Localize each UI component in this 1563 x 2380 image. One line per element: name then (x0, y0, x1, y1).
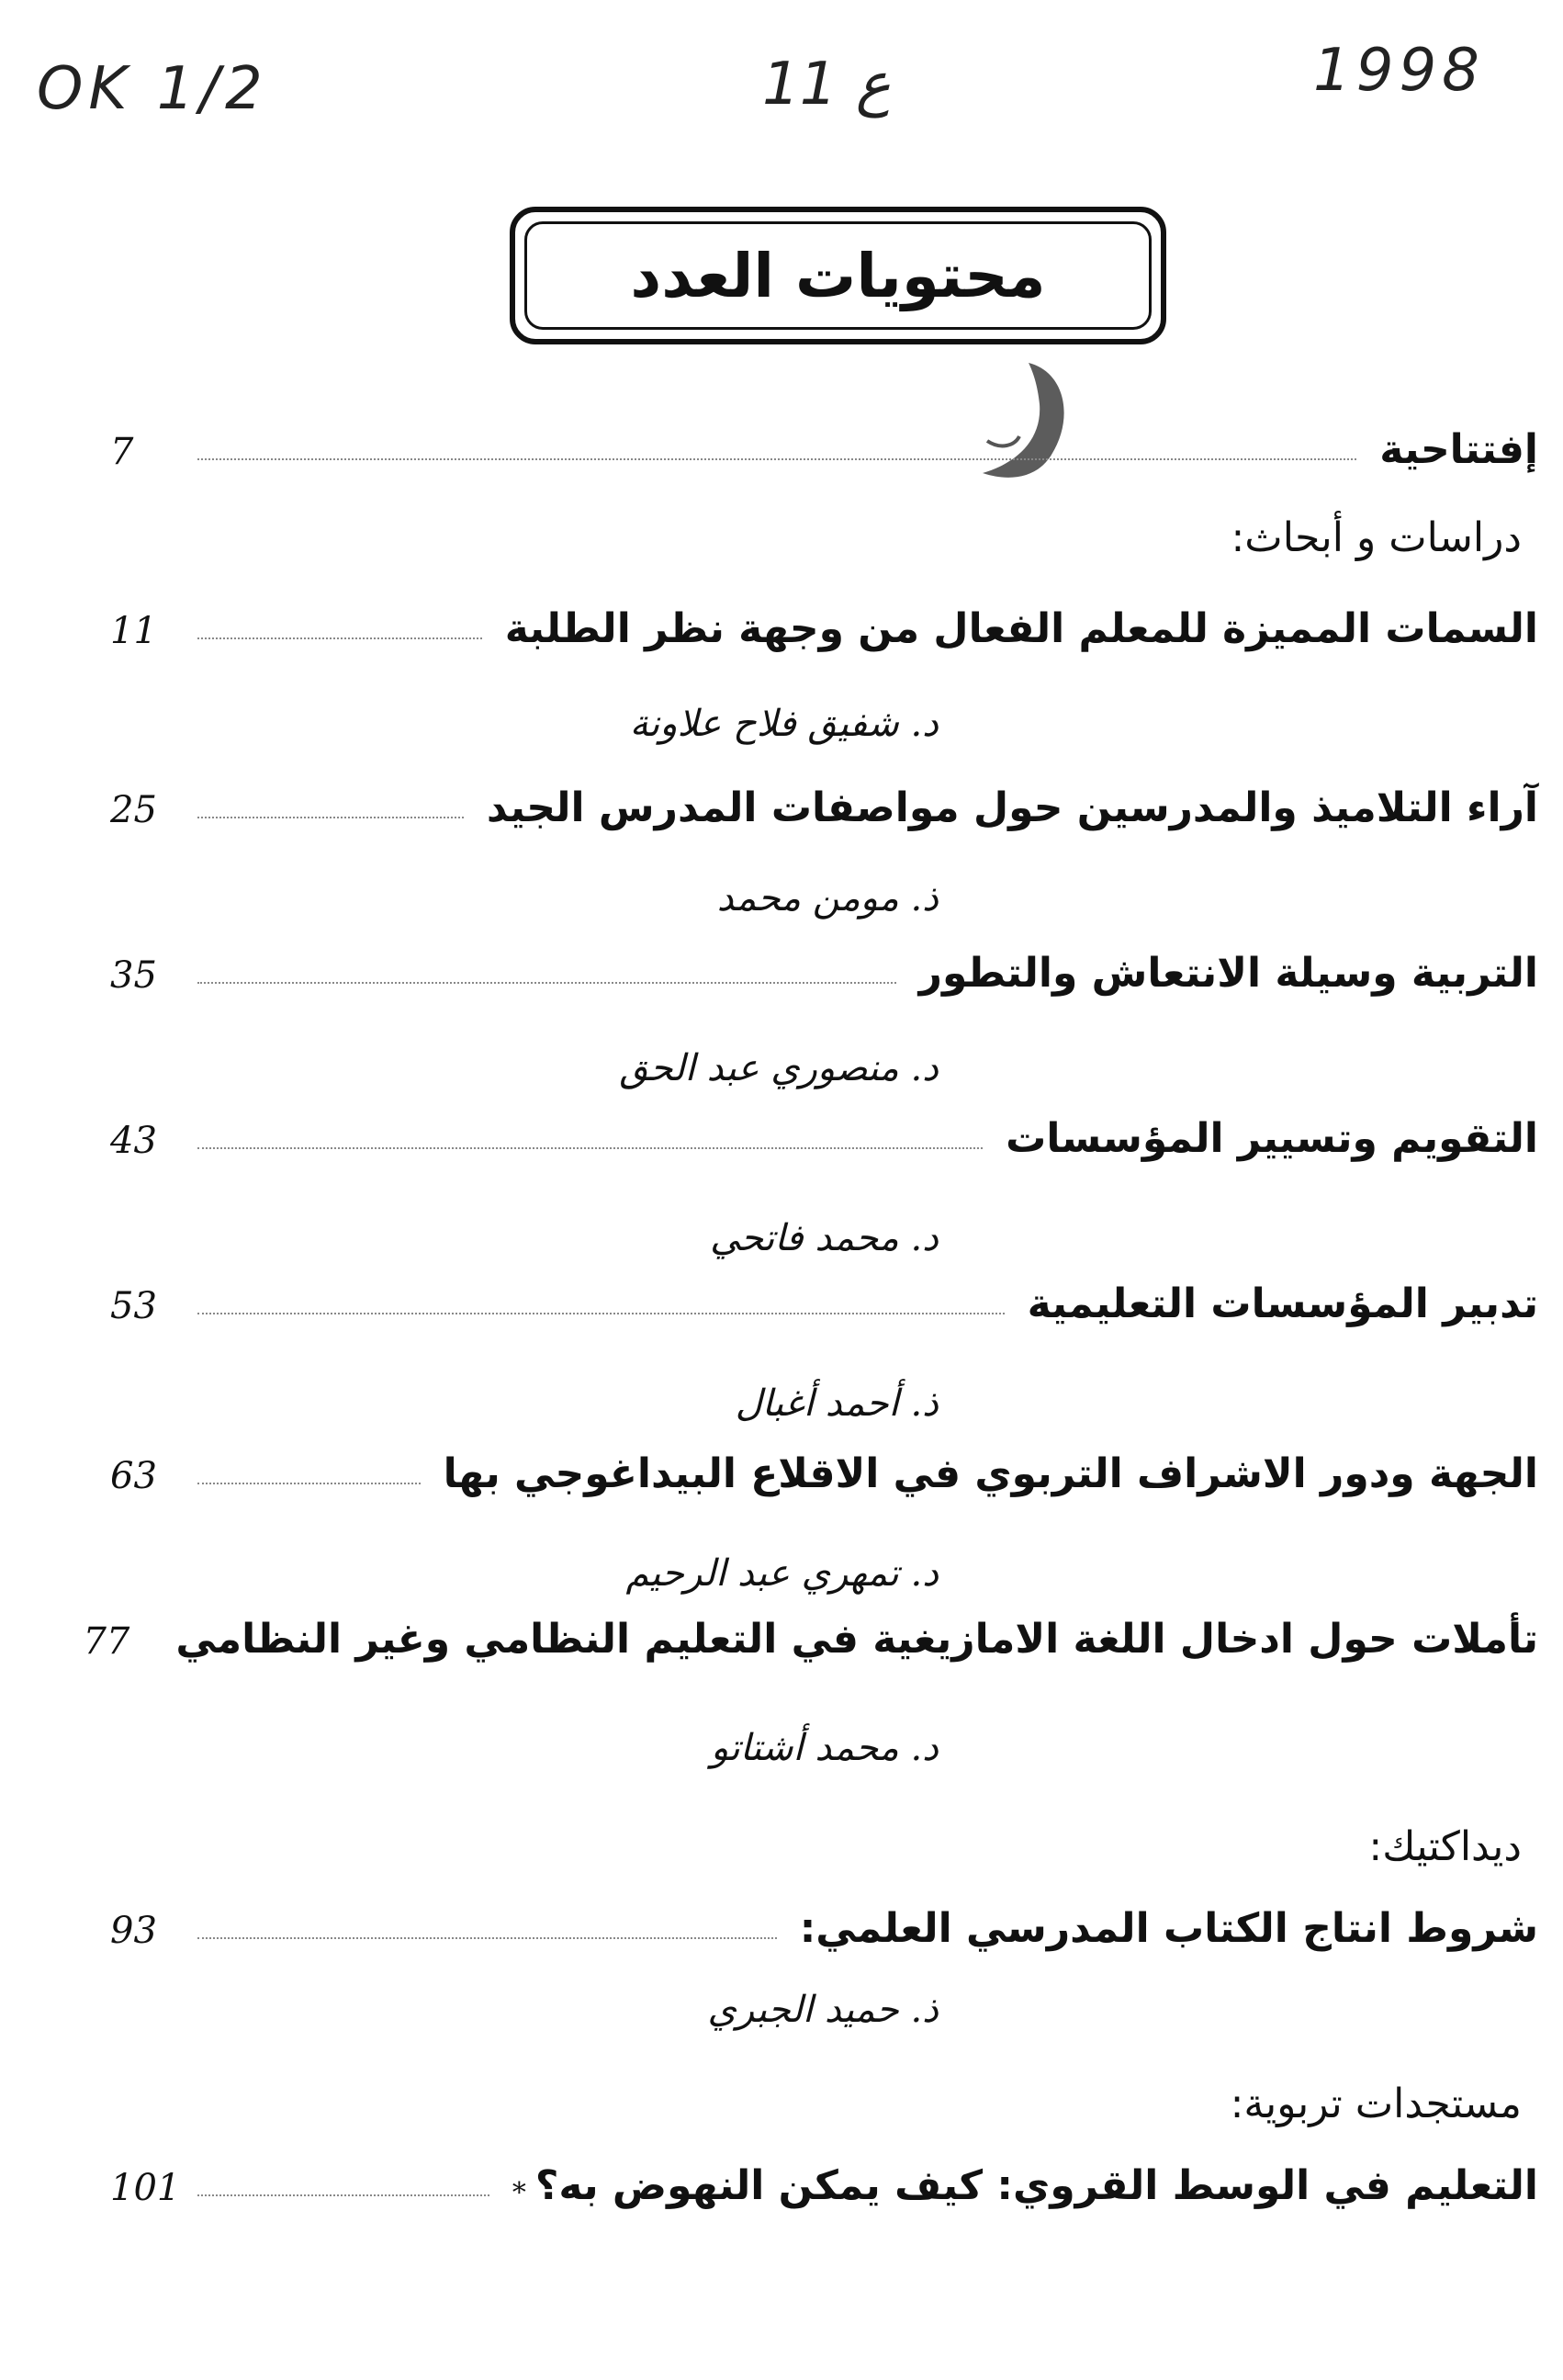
toc-entry-title: تدبير المؤسسات التعليمية (1027, 1280, 1538, 1327)
toc-section-heading: مستجدات تربوية: (1230, 2081, 1522, 2127)
dot-leader (197, 817, 464, 818)
toc-entry (83, 1580, 1538, 1663)
toc-entry-title: التقويم وتسيير المؤسسات (1006, 1115, 1538, 1162)
toc-author: ذ. أحمد أغبال (735, 1382, 939, 1425)
dot-leader (197, 1313, 1005, 1314)
toc-author: د. شفيق فلاح علاونة (629, 703, 939, 745)
toc-page-number: 25 (110, 789, 157, 831)
toc-page-number: 7 (110, 431, 134, 473)
toc-entry-title: السمات المميزة للمعلم الفعال من وجهة نظر الطلبة (504, 605, 1538, 652)
toc-entry (110, 749, 1538, 831)
toc-entry (110, 914, 1538, 997)
page-title: محتويات العدد (630, 240, 1046, 311)
toc-page-number: 43 (110, 1120, 157, 1162)
toc-entry (110, 1245, 1538, 1327)
toc-section-heading: ديداكتيك: (1368, 1823, 1522, 1870)
toc-entry (110, 1869, 1538, 1952)
toc-page-number: 93 (110, 1910, 157, 1952)
dot-leader (197, 1937, 777, 1939)
toc-entry (110, 2126, 1538, 2209)
dot-leader (197, 637, 482, 639)
toc-entry-title: التعليم في الوسط القروي: كيف يمكن النهوض به؟ (534, 2162, 1538, 2209)
toc-entry (110, 1415, 1538, 1497)
toc-entry (110, 390, 1538, 473)
toc-page-number: 101 (110, 2167, 181, 2209)
dot-leader (197, 1483, 421, 1484)
dot-leader (197, 1147, 983, 1149)
toc-entry (110, 1079, 1538, 1162)
toc-entry-marker: * (512, 2177, 526, 2209)
toc-author: د. منصوري عبد الحق (619, 1047, 939, 1089)
toc-entry (110, 570, 1538, 652)
dot-leader (197, 458, 1356, 460)
toc-entry-title: التربية وسيلة الانتعاش والتطور (918, 950, 1538, 997)
toc-author: ذ. مومن محمد (716, 877, 939, 919)
dot-leader (197, 2194, 489, 2196)
title-frame (510, 207, 1166, 344)
toc-section-heading: دراسات و أبحاث: (1231, 514, 1522, 561)
toc-page-number: 63 (110, 1455, 157, 1497)
handwritten-note-left: OK 1/2 (37, 55, 268, 123)
toc-page-number: 35 (110, 954, 157, 997)
toc-author: د. محمد فاتحي (710, 1217, 939, 1259)
toc-entry-title: آراء التلاميذ والمدرسين حول مواصفات المدرس الجيد (486, 784, 1538, 831)
toc-author: د. محمد أشتاتو (710, 1727, 939, 1769)
toc-entry-title: شروط انتاج الكتاب المدرسي العلمي: (799, 1905, 1538, 1952)
toc-author: د. تمهري عبد الرحيم (625, 1552, 939, 1595)
toc-entry-title: إفتتاحية (1379, 426, 1538, 473)
toc-page-number: 77 (83, 1620, 130, 1663)
toc-entry-title: الجهة ودور الاشراف التربوي في الاقلاع البيداغوجي بها (443, 1450, 1538, 1497)
handwritten-issue-number: ع 11 (762, 51, 891, 118)
toc-page-number: 11 (110, 610, 157, 652)
toc-author: ذ. حميد الجبري (707, 1989, 939, 2031)
dot-leader (197, 982, 896, 984)
handwritten-year: 1998 (1313, 37, 1485, 105)
toc-page-number: 53 (110, 1285, 157, 1327)
toc-entry-title: تأملات حول ادخال اللغة الامازيغية في التعليم النظامي وغير النظامي (175, 1616, 1538, 1663)
